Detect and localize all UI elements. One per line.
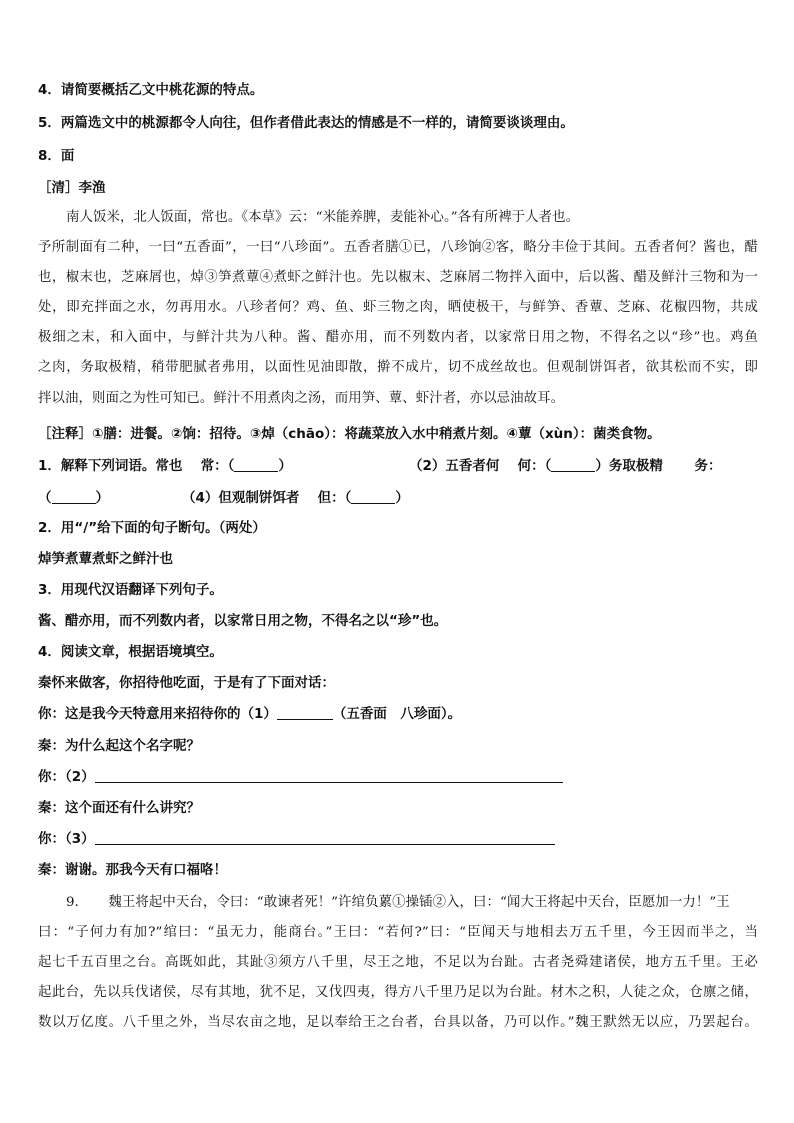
dialog-line-3 [38, 767, 563, 787]
answer-blank[interactable] [277, 705, 333, 720]
annotation-note: ［注释］①膳：进餐。②饷：招待。③焯（chāo）：将蔬菜放入水中稍煮片刻。④蕈（xùn）：菌类食物。 [38, 426, 661, 442]
q1-close-3: ） [95, 490, 109, 506]
section-8-title: 8．面 [38, 148, 75, 164]
q1-label: 1．解释下列词语。常也 常：（ [38, 458, 235, 474]
q1-label-4: （4）但观制饼饵者 但：（ [182, 490, 352, 506]
section-9-line: 数以万亿度。八千里之外，当尽农亩之地，足以奉给王之台者，台具以备，乃可以作。”魏王默然无以应，乃罢起台。 [38, 1015, 758, 1030]
passage-line: 南人饭米，北人饭面，常也。《本草》云：“米能养脾，麦能补心。”各有所裨于人者也。 [66, 210, 580, 225]
q1-part3 [38, 488, 109, 508]
question-3: 3．用现代汉语翻译下列句子。 [38, 582, 223, 598]
question-2: 2．用“/”给下面的句子断句。（两处） [38, 520, 266, 536]
section-9-line: 起此台，先以兵伐诸侯，尽有其地，犹不足，又伐四夷，得方八千里乃足以为台趾。材木之积，人徒之众，仓廪之储， [38, 985, 758, 1000]
dialog-intro: 秦怀来做客，你招待他吃面，于是有了下面对话： [38, 675, 335, 691]
dialog-line-1 [38, 704, 461, 724]
dialog-line-5 [38, 829, 555, 849]
q1-open-3: （ [38, 490, 52, 506]
dialog-text: 你：这是我今天特意用来招待你的（1） [38, 706, 277, 722]
section-9-line: 起七千五百里之台。高既如此，其趾③须方八千里，尽王之地，不足以为台趾。古者尧舜建诸侯，地方五千里。王必 [38, 955, 758, 970]
answer-blank[interactable] [351, 489, 395, 504]
answer-blank-long[interactable] [95, 768, 563, 783]
question-4-prev: 4．请简要概括乙文中桃花源的特点。 [38, 82, 264, 98]
dialog-text: （五香面 八珍面）。 [332, 706, 462, 722]
passage-line: 处，即充拌面之水，勿再用水。八珍者何？鸡、鱼、虾三物之肉，晒使极干，与鲜笋、香蕈、芝麻、花椒四物，共成 [38, 300, 758, 315]
section-8-author: ［清］李渔 [38, 180, 106, 196]
answer-blank[interactable] [52, 489, 96, 504]
passage-line: 也，椒末也，芝麻屑也，焯③笋煮蕈④煮虾之鲜汁也。先以椒末、芝麻屑二物拌入面中，后以酱、醋及鲜汁三物和为一 [38, 270, 758, 285]
q1-part4 [182, 488, 409, 508]
passage-line: 之肉，务取极精，稍带肥腻者弗用，以面性见油即散，擀不成片，切不成丝故也。但观制饼饵者，欲其松而不实，即 [38, 360, 758, 375]
q1-close-2: ）务取极精 务： [595, 458, 722, 474]
section-9-line: 曰：“子何力有加?”绾曰：“虽无力，能商台。”王曰：“若何?”曰：“臣闻天与地相去万五千里，今王因而半之，当 [38, 925, 758, 940]
passage-line: 极细之末，和入面中，与鲜汁共为八种。酱、醋亦用，而不列数内者，以家常日用之物，不得名之以“珍”也。鸡鱼 [38, 330, 758, 345]
question-5-prev: 5．两篇选文中的桃源都令人向往，但作者借此表达的情感是不一样的，请简要谈谈理由。 [38, 115, 574, 131]
dialog-line-2: 秦：为什么起这个名字呢？ [38, 738, 200, 754]
q1-close-4: ） [395, 490, 409, 506]
answer-blank[interactable] [551, 457, 595, 472]
answer-blank[interactable] [234, 457, 278, 472]
q1-label-2: （2）五香者何 何：（ [409, 458, 552, 474]
section-9-line: 9． 魏王将起中天台，令曰：“敢谏者死！”许绾负蔂①操锸②入，曰：“闻大王将起中天台，臣愿加一力！”王 [66, 895, 730, 910]
passage-line: 予所制面有二种，一曰“五香面”，一曰“八珍面”。五香者膳①已，八珍饷②客，略分丰俭于其间。五香者何？酱也，醋 [38, 240, 758, 255]
q1-part2 [409, 456, 722, 476]
answer-blank-long[interactable] [95, 830, 555, 845]
question-3-sentence: 酱、醋亦用，而不列数内者，以家常日用之物，不得名之以“珍”也。 [38, 613, 448, 629]
q1-close: ） [278, 458, 292, 474]
dialog-line-4: 秦：这个面还有什么讲究？ [38, 800, 200, 816]
passage-line: 拌以油，则面之为性可知已。鲜汁不用煮肉之汤，而用笋、蕈、虾汁者，亦以忌油故耳。 [38, 391, 565, 406]
question-2-sentence: 焯笋煮蕈煮虾之鲜汁也 [38, 551, 173, 567]
question-4: 4．阅读文章，根据语境填空。 [38, 644, 223, 660]
dialog-line-6: 秦：谢谢。那我今天有口福咯！ [38, 862, 227, 878]
dialog-text: 你：（2） [38, 769, 95, 785]
q1-part1 [38, 456, 292, 476]
dialog-text: 你：（3） [38, 831, 95, 847]
